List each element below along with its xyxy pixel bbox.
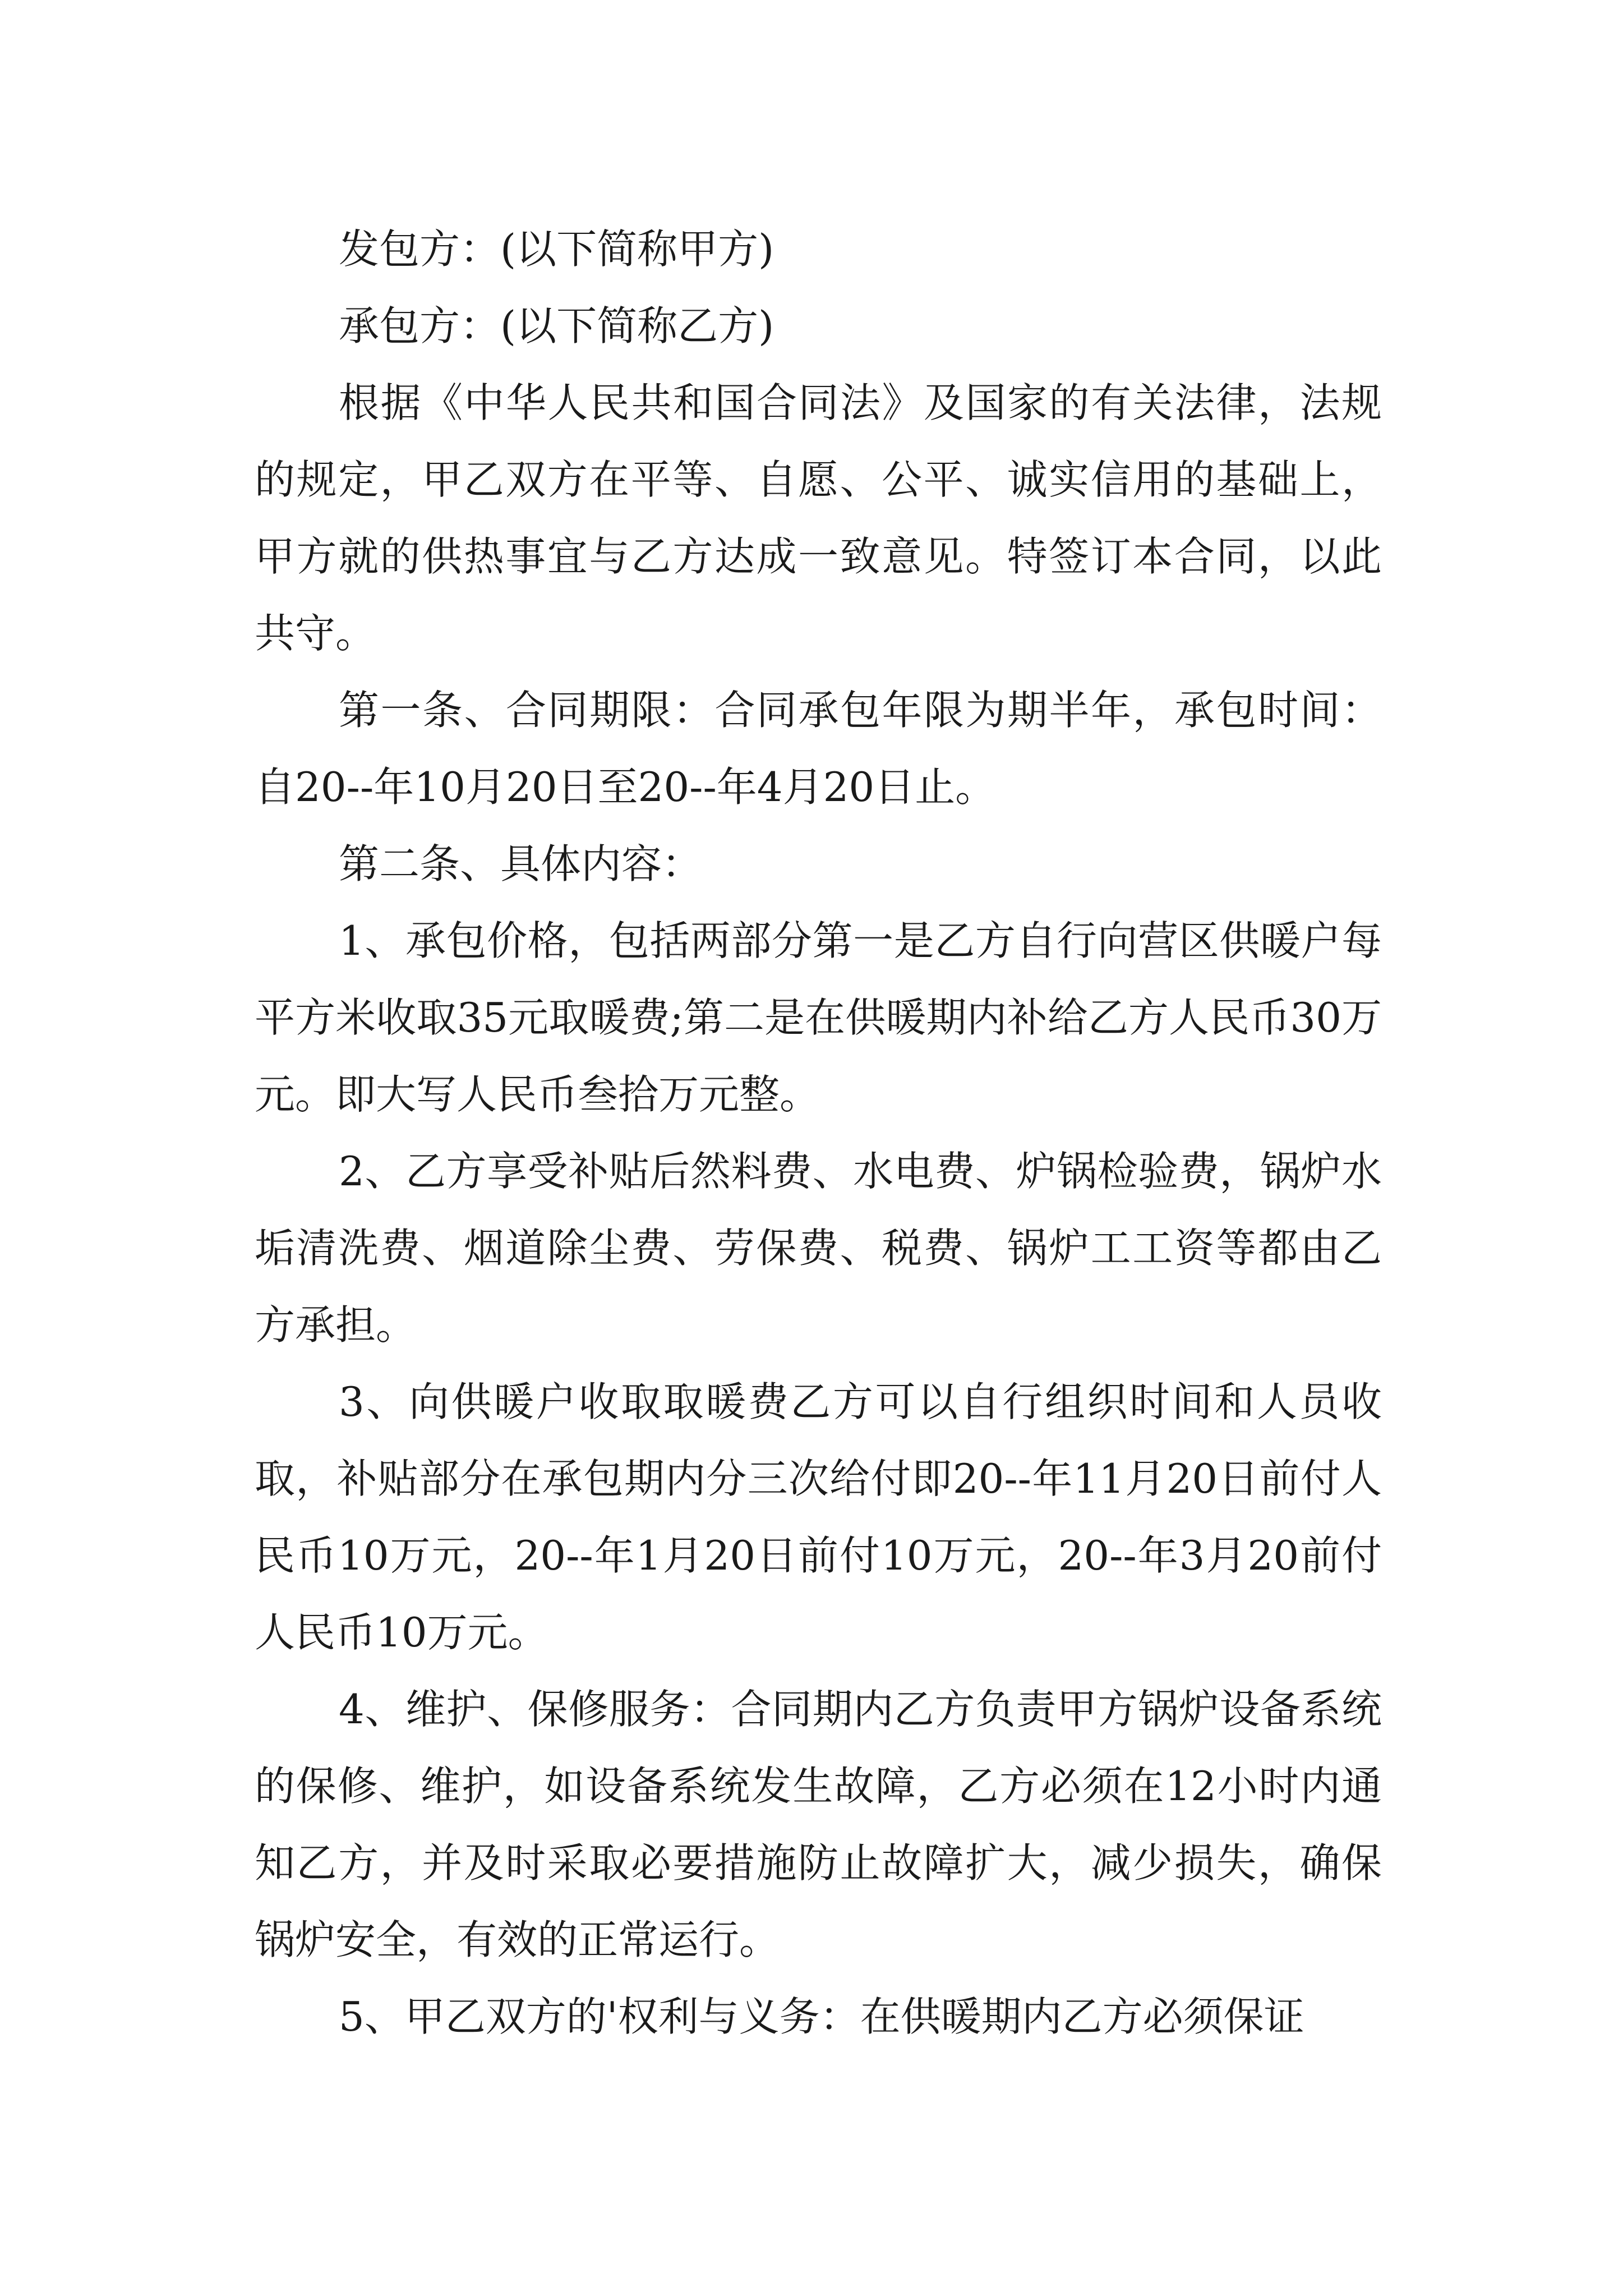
paragraph-item-1: 1、承包价格，包括两部分第一是乙方自行向营区供暖户每平方米收取35元取暖费;第二是在供暖期内补给乙方人民币30万元。即大写人民币叁拾万元整。 — [255, 917, 1382, 1118]
contract-body — [255, 211, 1382, 2055]
paragraph-party-b: 承包方：(以下简称乙方) — [339, 302, 774, 349]
paragraph-item-2: 2、乙方享受补贴后然料费、水电费、炉锅检验费，锅炉水垢清洗费、烟道除尘费、劳保费、税费、锅炉工工资等都由乙方承担。 — [255, 1148, 1382, 1349]
paragraph-article-1: 第一条、合同期限：合同承包年限为期半年，承包时间：自20--年10月20日至20--年4月20日止。 — [255, 687, 1382, 811]
paragraph-preamble: 根据《中华人民共和国合同法》及国家的有关法律，法规的规定，甲乙双方在平等、自愿、公平、诚实信用的基础上，甲方就的供热事宜与乙方达成一致意见。特签订本合同，以此共守。 — [255, 379, 1382, 657]
paragraph-article-2-heading: 第二条、具体内容： — [339, 840, 703, 887]
paragraph-item-3: 3、向供暖户收取取暖费乙方可以自行组织时间和人员收取，补贴部分在承包期内分三次给付即20--年11月20日前付人民币10万元，20--年1月20日前付10万元，20--年3月20前付人民币10万元。 — [255, 1378, 1382, 1656]
paragraph-item-5: 5、甲乙双方的'权利与义务：在供暖期内乙方必须保证 — [339, 1993, 1304, 2040]
paragraph-item-4: 4、维护、保修服务：合同期内乙方负责甲方锅炉设备系统的保修、维护，如设备系统发生故障，乙方必须在12小时内通知乙方，并及时采取必要措施防止故障扩大，减少损失，确保锅炉安全，有效的正常运行。 — [255, 1686, 1382, 1963]
paragraph-party-a: 发包方：(以下简称甲方) — [339, 226, 774, 273]
